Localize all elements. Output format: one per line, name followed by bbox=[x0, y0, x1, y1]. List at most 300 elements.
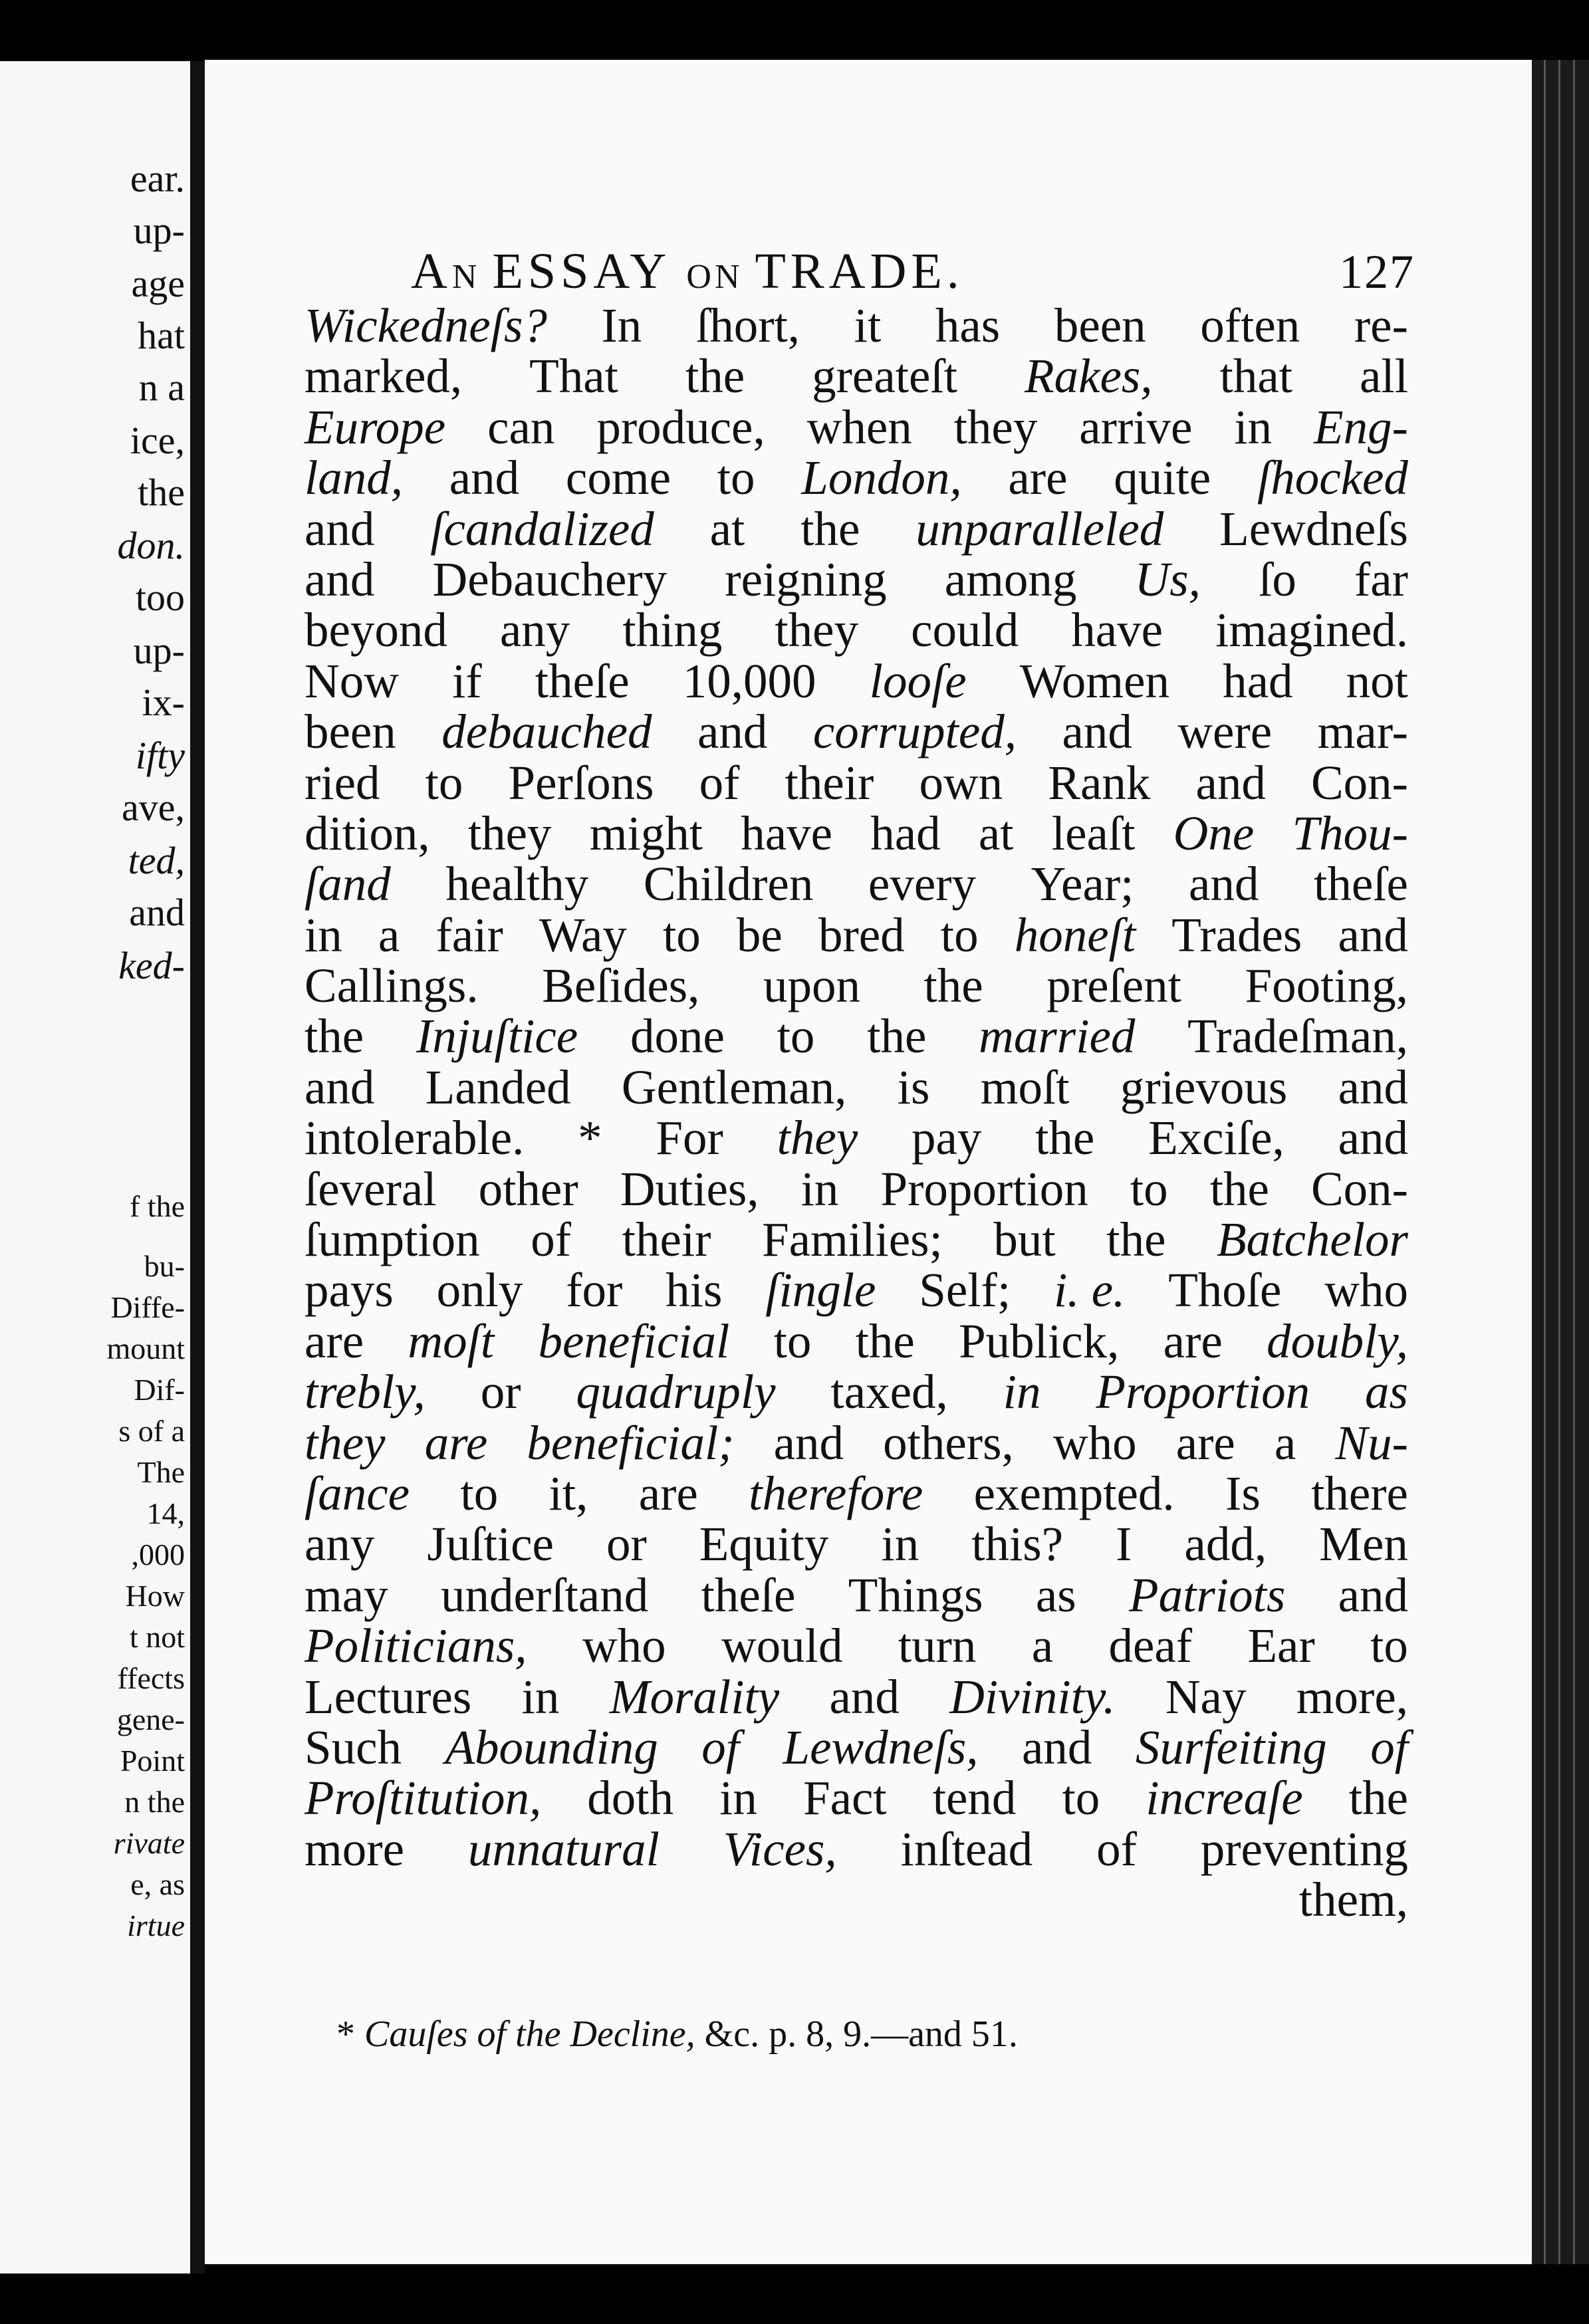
word: and bbox=[1021, 1720, 1092, 1774]
word: deaf bbox=[1108, 1619, 1193, 1673]
word: as bbox=[1365, 1365, 1408, 1419]
left-page-fragment: up- bbox=[133, 629, 185, 672]
word: come bbox=[565, 451, 672, 505]
word: Thoſe bbox=[1168, 1263, 1282, 1318]
word: moſt bbox=[408, 1314, 495, 1368]
word: a bbox=[1274, 1415, 1296, 1470]
word: has bbox=[935, 298, 1001, 352]
word: of bbox=[701, 1720, 740, 1774]
word: in bbox=[881, 1517, 919, 1571]
scan-border-top bbox=[0, 0, 1589, 61]
text-line bbox=[305, 348, 1408, 404]
word: done bbox=[630, 1009, 725, 1064]
left-page-fragment: ted, bbox=[128, 839, 185, 882]
word: Con- bbox=[1310, 755, 1408, 810]
word: and bbox=[1338, 1111, 1408, 1165]
word: theſe bbox=[701, 1568, 796, 1622]
word: Lewdneſs bbox=[1219, 501, 1408, 556]
word: are bbox=[1008, 451, 1068, 505]
word: other bbox=[478, 1161, 578, 1216]
word: ſcandalized bbox=[430, 501, 654, 556]
word: intolerable. bbox=[305, 1111, 525, 1165]
text-line bbox=[305, 1262, 1408, 1318]
word: Women bbox=[1019, 653, 1169, 708]
word: increaſe bbox=[1146, 1771, 1303, 1825]
word: in bbox=[521, 1669, 560, 1724]
running-head-part: A bbox=[411, 243, 452, 299]
word: often bbox=[1200, 298, 1300, 352]
word: a bbox=[1031, 1619, 1054, 1673]
word: the bbox=[867, 1009, 927, 1064]
word: Con- bbox=[1310, 1161, 1408, 1216]
word: at bbox=[978, 806, 1014, 860]
word: Beſides, bbox=[542, 959, 700, 1013]
word: taxed, bbox=[830, 1365, 948, 1419]
text-line bbox=[305, 1060, 1408, 1114]
word: but bbox=[993, 1213, 1056, 1267]
text-line bbox=[305, 1720, 1408, 1774]
left-page-fragment: e, as bbox=[130, 1867, 185, 1901]
left-page-fragment: ear. bbox=[130, 157, 185, 200]
word: the bbox=[1106, 1213, 1166, 1267]
footnote-segment: * bbox=[336, 2014, 364, 2055]
word: had bbox=[870, 806, 941, 860]
word: ſance bbox=[305, 1466, 410, 1520]
word: dition, bbox=[305, 806, 430, 860]
left-page-fragment: bu- bbox=[144, 1249, 185, 1283]
text-line bbox=[305, 1821, 1408, 1876]
word: pay bbox=[911, 1111, 982, 1165]
word: far bbox=[1354, 552, 1408, 606]
word: in bbox=[800, 1161, 839, 1216]
word: Duties, bbox=[620, 1161, 759, 1216]
word: any bbox=[499, 603, 570, 657]
word: Morality bbox=[609, 1669, 780, 1724]
word: own bbox=[919, 755, 1003, 810]
word: the bbox=[800, 501, 860, 556]
word: might bbox=[589, 806, 703, 860]
word: Exciſe, bbox=[1148, 1111, 1284, 1165]
word: Such bbox=[305, 1720, 402, 1774]
word: among bbox=[944, 552, 1077, 606]
word: is bbox=[897, 1060, 930, 1114]
left-page-fragment: too bbox=[135, 576, 185, 619]
left-page-fragment: ifty bbox=[135, 734, 185, 777]
word: would bbox=[721, 1619, 843, 1673]
word: Equity bbox=[699, 1517, 829, 1571]
word: beneficial bbox=[538, 1314, 730, 1368]
left-page-fragment: n the bbox=[124, 1785, 185, 1819]
text-line bbox=[305, 1669, 1408, 1724]
word: produce, bbox=[596, 400, 765, 454]
word: Proſtitution, bbox=[305, 1771, 542, 1825]
word: to bbox=[773, 1314, 812, 1368]
word: to bbox=[1370, 1619, 1408, 1673]
word: of bbox=[531, 1213, 572, 1267]
word: his bbox=[666, 1263, 723, 1318]
left-page-fragment: ave, bbox=[122, 786, 185, 829]
word: more, bbox=[1296, 1669, 1408, 1724]
left-page-fragment: t not bbox=[129, 1620, 185, 1654]
word: can bbox=[487, 400, 555, 454]
word: the bbox=[1035, 1111, 1095, 1165]
text-line bbox=[305, 1466, 1408, 1520]
left-page-fragment: ffects bbox=[117, 1661, 185, 1695]
word: are bbox=[305, 1314, 364, 1368]
word: re- bbox=[1354, 298, 1408, 352]
word: the bbox=[305, 1009, 364, 1064]
word: and bbox=[305, 501, 375, 556]
word: Trades bbox=[1171, 907, 1302, 962]
left-page-fragment: n a bbox=[138, 366, 185, 409]
word: Proportion bbox=[1096, 1365, 1310, 1419]
word: or bbox=[480, 1365, 521, 1419]
word: to bbox=[1130, 1161, 1168, 1216]
text-line bbox=[305, 1568, 1408, 1622]
text-line bbox=[305, 1008, 1408, 1064]
word: and bbox=[1195, 755, 1266, 810]
footnote bbox=[336, 2013, 1267, 2055]
left-page-fragment: and bbox=[129, 891, 185, 934]
word: for bbox=[566, 1263, 623, 1318]
word: Gentleman, bbox=[621, 1060, 847, 1114]
word: Europe bbox=[305, 400, 446, 454]
word: thing bbox=[622, 603, 723, 657]
word: London, bbox=[801, 451, 962, 505]
text-line bbox=[305, 450, 1408, 505]
word: corrupted, bbox=[812, 705, 1017, 759]
word: Children bbox=[643, 857, 814, 911]
word: and bbox=[1338, 907, 1408, 962]
word: them, bbox=[1298, 1873, 1408, 1927]
word: or bbox=[606, 1517, 647, 1571]
word: Callings. bbox=[305, 959, 479, 1013]
word: inſtead bbox=[900, 1821, 1033, 1876]
word: and bbox=[305, 1060, 375, 1114]
word: Tradeſman, bbox=[1187, 1009, 1408, 1064]
word: had bbox=[1223, 653, 1293, 708]
left-page-fragment: ,000 bbox=[131, 1538, 185, 1571]
word: Year; bbox=[1031, 857, 1134, 911]
text-line bbox=[305, 552, 1408, 606]
running-head bbox=[411, 243, 1415, 300]
word: married bbox=[979, 1009, 1136, 1064]
word: upon bbox=[763, 959, 860, 1013]
word: underſtand bbox=[441, 1568, 649, 1622]
word: healthy bbox=[445, 857, 589, 911]
word: doubly, bbox=[1267, 1314, 1408, 1368]
running-head-part: ESSAY bbox=[492, 243, 687, 299]
word: Self; bbox=[919, 1263, 1011, 1318]
left-page-fragment: up- bbox=[133, 209, 185, 252]
word: fair bbox=[435, 907, 503, 962]
word: Ear bbox=[1247, 1619, 1315, 1673]
word: in bbox=[305, 907, 342, 962]
text-line bbox=[305, 704, 1408, 759]
text-line bbox=[305, 1415, 1408, 1470]
word: any bbox=[305, 1517, 375, 1571]
text-line bbox=[305, 653, 1408, 708]
word: Way bbox=[539, 907, 627, 962]
running-head-part: N bbox=[451, 258, 493, 296]
word: and bbox=[449, 451, 520, 505]
word: they bbox=[305, 1415, 386, 1470]
word: and bbox=[1338, 1568, 1408, 1622]
text-line bbox=[305, 602, 1408, 657]
word: turn bbox=[898, 1619, 977, 1673]
word: unnatural bbox=[467, 1821, 660, 1876]
left-page-fragment: age bbox=[131, 262, 185, 305]
word: arrive bbox=[1079, 400, 1193, 454]
word: may bbox=[305, 1568, 388, 1622]
word: Lectures bbox=[305, 1669, 472, 1724]
word: their bbox=[785, 755, 874, 810]
word: of bbox=[1370, 1720, 1408, 1774]
word: the bbox=[923, 959, 983, 1013]
word: Now bbox=[305, 653, 399, 708]
word: Debauchery bbox=[432, 552, 668, 606]
running-head-title bbox=[411, 243, 964, 300]
word: trebly, bbox=[305, 1365, 426, 1419]
word: this? bbox=[971, 1517, 1064, 1571]
left-facing-page bbox=[0, 61, 190, 2273]
book-gutter bbox=[190, 61, 205, 2273]
word: bred bbox=[818, 907, 905, 962]
word: when bbox=[806, 400, 912, 454]
left-page-fragment: Point bbox=[120, 1744, 185, 1778]
word: Things bbox=[848, 1568, 983, 1622]
word: to bbox=[777, 1009, 815, 1064]
word: preventing bbox=[1200, 1821, 1408, 1876]
word: ſand bbox=[305, 857, 391, 911]
word: honeſt bbox=[1014, 907, 1136, 962]
text-line bbox=[305, 806, 1408, 860]
word: it, bbox=[549, 1466, 588, 1520]
word: the bbox=[685, 349, 745, 404]
left-page-fragment: How bbox=[125, 1579, 185, 1613]
word: Landed bbox=[425, 1060, 571, 1114]
word: reigning bbox=[725, 552, 887, 606]
word: Proportion bbox=[880, 1161, 1088, 1216]
word: quadruply bbox=[576, 1365, 776, 1419]
word: and bbox=[1338, 1060, 1408, 1114]
word: they bbox=[775, 603, 859, 657]
left-page-fragment: don. bbox=[117, 524, 185, 567]
word: it bbox=[854, 298, 882, 352]
left-page-fragment: ix- bbox=[142, 681, 185, 724]
word: ſumption bbox=[305, 1213, 480, 1267]
word: In bbox=[601, 298, 642, 352]
left-page-fragment: Dif- bbox=[134, 1373, 185, 1407]
word: and bbox=[697, 705, 768, 759]
text-line bbox=[305, 1364, 1408, 1419]
left-page-fragment: The bbox=[137, 1455, 185, 1489]
running-head-part: TRADE. bbox=[755, 243, 964, 299]
left-page-fragment: mount bbox=[106, 1332, 185, 1365]
word: all bbox=[1360, 349, 1408, 404]
text-line bbox=[305, 907, 1408, 962]
word: been bbox=[305, 705, 396, 759]
word: Fact bbox=[802, 1771, 887, 1825]
word: to bbox=[1062, 1771, 1100, 1825]
word: i. e. bbox=[1053, 1263, 1126, 1318]
word: if bbox=[452, 653, 482, 708]
word: marked, bbox=[305, 349, 463, 404]
word: ſhocked bbox=[1257, 451, 1408, 505]
word: exempted. bbox=[973, 1466, 1175, 1520]
word: more bbox=[305, 1821, 404, 1876]
word: that bbox=[1219, 349, 1293, 404]
word: only bbox=[436, 1263, 523, 1318]
word: the bbox=[1348, 1771, 1408, 1825]
book-page bbox=[205, 60, 1532, 2264]
left-page-fragment: 14, bbox=[146, 1496, 185, 1530]
word: pays bbox=[305, 1263, 394, 1318]
word: Politicians, bbox=[305, 1619, 527, 1673]
word: Divinity. bbox=[949, 1669, 1116, 1724]
word: grievous bbox=[1120, 1060, 1288, 1114]
text-line bbox=[305, 1770, 1408, 1825]
word: * bbox=[578, 1111, 602, 1165]
word: tend bbox=[932, 1771, 1017, 1825]
word: Nay bbox=[1165, 1669, 1247, 1724]
word: greateſt bbox=[812, 349, 957, 404]
word: Is bbox=[1225, 1466, 1261, 1520]
word: their bbox=[622, 1213, 711, 1267]
word: there bbox=[1311, 1466, 1408, 1520]
word: Rank bbox=[1048, 755, 1151, 810]
word: debauched bbox=[441, 705, 652, 759]
word: For bbox=[656, 1111, 723, 1165]
word: ſo bbox=[1259, 552, 1296, 606]
word: ſingle bbox=[765, 1263, 876, 1318]
word: Us, bbox=[1134, 552, 1201, 606]
text-line bbox=[305, 1314, 1408, 1368]
word: be bbox=[736, 907, 783, 962]
left-page-fragment: ice, bbox=[130, 419, 185, 462]
word: ried bbox=[305, 755, 380, 810]
left-page-fragment: Diffe- bbox=[110, 1290, 185, 1324]
text-line bbox=[305, 755, 1408, 810]
word: the bbox=[855, 1314, 915, 1368]
word: looſe bbox=[869, 653, 967, 708]
page-edge bbox=[1532, 60, 1589, 2264]
word: add, bbox=[1184, 1517, 1267, 1571]
text-line bbox=[305, 1110, 1408, 1165]
word: imagined. bbox=[1215, 603, 1408, 657]
word: beneficial; bbox=[527, 1415, 735, 1470]
footnote-segment: Cauſes of the Decline, bbox=[364, 2014, 695, 2055]
text-line bbox=[305, 856, 1408, 911]
word: Families; bbox=[762, 1213, 943, 1267]
word: and bbox=[1189, 857, 1259, 911]
word: to bbox=[460, 1466, 499, 1520]
word: are bbox=[1175, 1415, 1235, 1470]
word: the bbox=[1209, 1161, 1269, 1216]
word: of bbox=[1096, 1821, 1137, 1876]
word: ſhort, bbox=[695, 298, 800, 352]
text-line bbox=[305, 958, 1408, 1013]
word: are bbox=[1163, 1314, 1223, 1368]
word: One bbox=[1173, 806, 1255, 860]
text-line bbox=[305, 298, 1408, 352]
word: Rakes, bbox=[1024, 349, 1153, 404]
word: who bbox=[582, 1619, 666, 1673]
word: Eng- bbox=[1314, 400, 1408, 454]
word: to bbox=[940, 907, 979, 962]
word: and bbox=[1062, 705, 1132, 759]
word: Injuſtice bbox=[416, 1009, 578, 1064]
word: and bbox=[305, 552, 375, 606]
word: Juſtice bbox=[427, 1517, 554, 1571]
word: land, bbox=[305, 451, 404, 505]
word: quite bbox=[1114, 451, 1211, 505]
word: are bbox=[424, 1415, 488, 1470]
footnote-segment: &c. p. 8, 9.—and 51. bbox=[695, 2014, 1018, 2055]
text-line bbox=[305, 1872, 1408, 1927]
text-line bbox=[305, 400, 1408, 454]
word: unparalleled bbox=[916, 501, 1164, 556]
text-line bbox=[305, 1516, 1408, 1571]
left-page-fragment: ked- bbox=[118, 944, 185, 987]
word: theſe bbox=[535, 653, 630, 708]
word: at bbox=[709, 501, 745, 556]
word: in bbox=[719, 1771, 757, 1825]
word: moſt bbox=[980, 1060, 1070, 1114]
word: theſe bbox=[1314, 857, 1408, 911]
word: mar- bbox=[1317, 705, 1408, 759]
word: in bbox=[1234, 400, 1273, 454]
word: a bbox=[378, 907, 400, 962]
body-text bbox=[305, 298, 1408, 1927]
word: were bbox=[1177, 705, 1273, 759]
word: not bbox=[1346, 653, 1408, 708]
word: to bbox=[717, 451, 755, 505]
word: That bbox=[529, 349, 618, 404]
word: and bbox=[773, 1415, 844, 1470]
word: I bbox=[1116, 1517, 1132, 1571]
word: every bbox=[868, 857, 977, 911]
running-head-part: ON bbox=[686, 258, 755, 296]
left-page-fragment: rivate bbox=[113, 1826, 185, 1860]
text-line bbox=[305, 1618, 1408, 1673]
word: Thou- bbox=[1292, 806, 1408, 860]
word: beyond bbox=[305, 603, 447, 657]
word: who bbox=[1324, 1263, 1408, 1318]
left-page-fragment: hat bbox=[138, 314, 185, 357]
word: Wickedneſs? bbox=[305, 298, 547, 352]
word: could bbox=[911, 603, 1019, 657]
word: as bbox=[1035, 1568, 1076, 1622]
text-line bbox=[305, 1212, 1408, 1267]
word: they bbox=[467, 806, 552, 860]
word: and bbox=[829, 1669, 900, 1724]
word: Patriots bbox=[1129, 1568, 1286, 1622]
word: Footing, bbox=[1245, 959, 1408, 1013]
word: been bbox=[1054, 298, 1146, 352]
word: in bbox=[1003, 1365, 1041, 1419]
text-line bbox=[305, 501, 1408, 556]
word: they bbox=[953, 400, 1038, 454]
left-page-fragment: the bbox=[138, 471, 185, 514]
word: Batchelor bbox=[1217, 1213, 1408, 1267]
scan-border-bottom bbox=[0, 2273, 1589, 2324]
word: Publick, bbox=[959, 1314, 1120, 1368]
word: Abounding bbox=[445, 1720, 658, 1774]
word: of bbox=[699, 755, 740, 810]
word: leaſt bbox=[1051, 806, 1136, 860]
word: who bbox=[1052, 1415, 1137, 1470]
